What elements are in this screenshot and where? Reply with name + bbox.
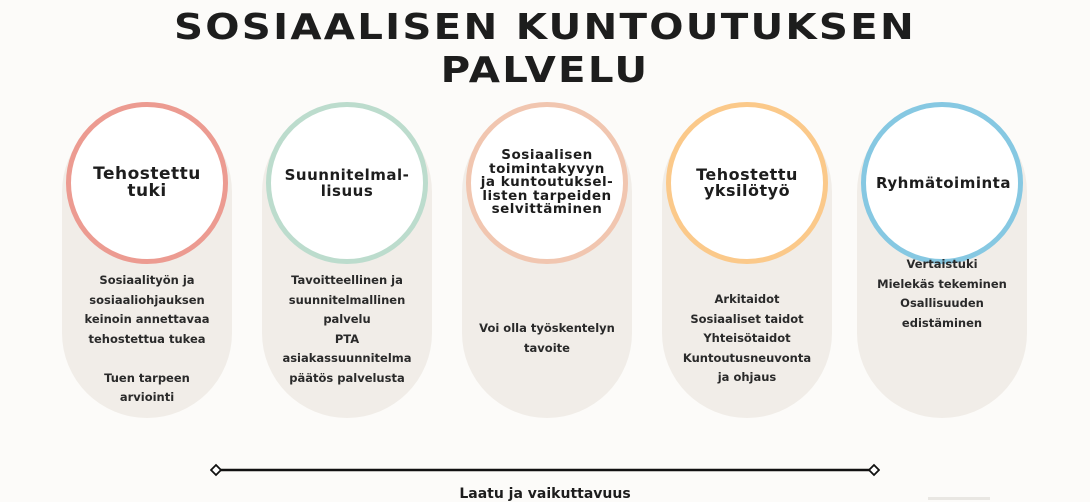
service-card-toimintakyvyn-selvittaminen	[462, 107, 632, 418]
quality-axis-line	[210, 463, 880, 477]
service-title: Suunnitelmal- lisuus	[284, 166, 410, 200]
service-description: Vertaistuki Mielekäs tekeminen Osallisuuden edistäminen	[877, 257, 1007, 330]
service-card-tehostettu-tuki	[62, 107, 232, 418]
axis-start-diamond	[211, 465, 221, 475]
service-title: Sosiaalisen toimintakyvyn ja kuntoutuksel- listen tarpeiden selvittäminen	[480, 147, 614, 218]
service-title: Tehostettu tuki	[93, 164, 201, 201]
service-description: Sosiaalityön ja sosiaaliohjauksen keinoin annettavaa tehostettua tukea Tuen tarpeen arviointi	[84, 273, 210, 404]
service-circle	[861, 102, 1023, 264]
service-description: Tavoitteellinen ja suunnitelmallinen palvelu PTA asiakassuunnitelma päätös palvelusta	[282, 273, 412, 385]
page-title: SOSIAALISEN KUNTOUTUKSEN PALVELU	[174, 7, 916, 91]
service-circle	[66, 102, 228, 264]
service-circle	[466, 102, 628, 264]
service-description: Arkitaidot Sosiaaliset taidot Yhteisötaidot Kuntoutusneuvonta ja ohjaus	[682, 292, 812, 384]
service-title: Tehostettu yksilötyö	[696, 165, 798, 200]
service-title: Ryhmätoiminta	[876, 173, 1011, 192]
axis-label: Laatu ja vaikuttavuus	[459, 486, 631, 502]
service-card-tehostettu-yksilotyo	[662, 107, 832, 418]
service-card-suunnitelmallisuus	[262, 107, 432, 418]
service-description: Voi olla työskentelyn tavoite	[479, 321, 615, 355]
axis-end-diamond	[869, 465, 879, 475]
service-circle	[266, 102, 428, 264]
service-card-ryhmatoiminta	[857, 107, 1027, 418]
service-circle	[666, 102, 828, 264]
